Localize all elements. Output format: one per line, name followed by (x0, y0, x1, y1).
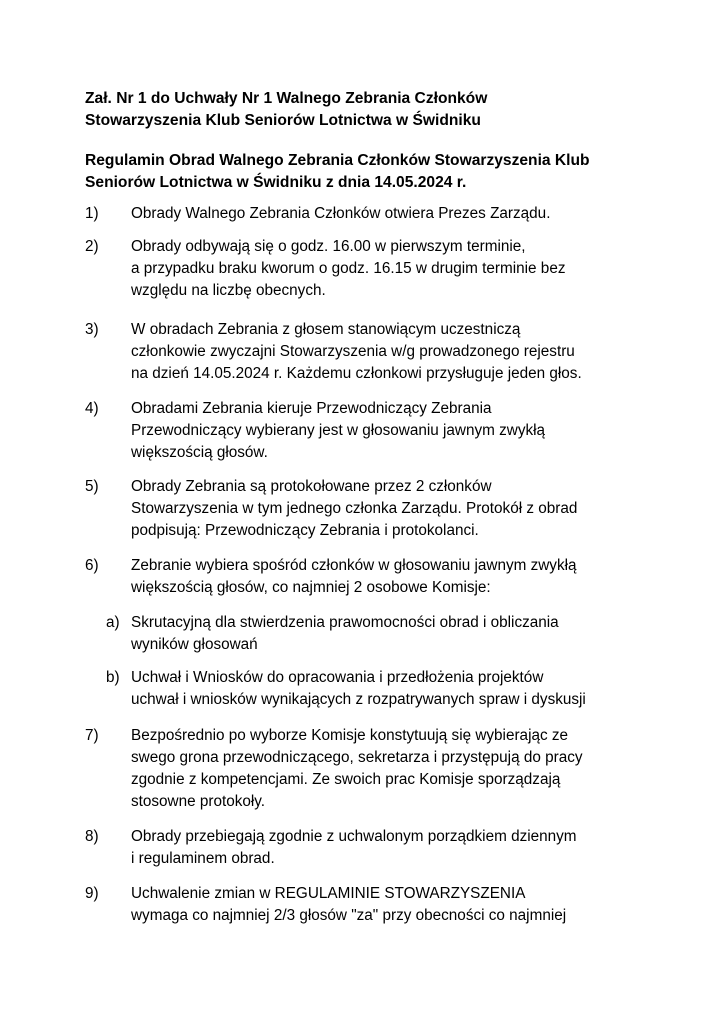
item-number: 1) (85, 205, 99, 222)
item-text: Uchwalenie zmian w REGULAMINIE STOWARZYSZENIA wymaga co najmniej 2/3 głosów "za" przy obecności co najmniej (131, 885, 567, 924)
item-text: Zebranie wybiera spośród członków w głosowaniu jawnym zwykłą większością głosów, co najmniej 2 osobowe Komisje: (131, 557, 577, 596)
item-number: 5) (85, 478, 99, 495)
item-number: 9) (85, 885, 99, 902)
item-text: Obradami Zebrania kieruje Przewodniczący Zebrania Przewodniczący wybierany jest w głosowaniu jawnym zwykłą większością głosów. (131, 400, 546, 461)
sub-item-letter: b) (106, 669, 120, 686)
item-text: Obrady Walnego Zebrania Członków otwiera Prezes Zarządu. (131, 205, 551, 222)
item-number: 2) (85, 238, 99, 255)
sub-item-text: Skrutacyjną dla stwierdzenia prawomocności obrad i obliczania wyników głosowań (131, 614, 559, 653)
sub-item-text: Uchwał i Wniosków do opracowania i przedłożenia projektów uchwał i wniosków wynikających z rozpatrywanych spraw i dyskusji (131, 669, 586, 708)
item-text: Obrady przebiegają zgodnie z uchwalonym porządkiem dziennym i regulaminem obrad. (131, 828, 577, 867)
item-text: Obrady Zebrania są protokołowane przez 2 członków Stowarzyszenia w tym jednego członka Zarządu. Protokół z obrad podpisują: Przewodniczący Zebrania i protokolanci. (131, 478, 578, 539)
item-number: 8) (85, 828, 99, 845)
item-text: Bezpośrednio po wyborze Komisje konstytuują się wybierając ze swego grona przewodniczącego, sekretarza i przystępują do pracy zgodnie z kompetencjami. Ze swoich prac Komisje sporządzają stosowne protokoły. (131, 727, 583, 810)
item-number: 3) (85, 321, 99, 338)
item-number: 6) (85, 557, 99, 574)
item-number: 4) (85, 400, 99, 417)
attachment-title: Zał. Nr 1 do Uchwały Nr 1 Walnego Zebrania Członków Stowarzyszenia Klub Seniorów Lotnictwa w Świdniku (85, 90, 488, 129)
item-text: Obrady odbywają się o godz. 16.00 w pierwszym terminie, a przypadku braku kworum o godz. 16.15 w drugim terminie bez względu na liczbę obecnych. (131, 238, 566, 299)
item-text: W obradach Zebrania z głosem stanowiącym uczestniczą członkowie zwyczajni Stowarzyszenia w/g prowadzonego rejestru na dzień 14.05.2024 r. Każdemu członkowi przysługuje jeden głos. (131, 321, 582, 382)
regulation-title: Regulamin Obrad Walnego Zebrania Członków Stowarzyszenia Klub Seniorów Lotnictwa w Świdniku z dnia 14.05.2024 r. (85, 152, 590, 191)
item-number: 7) (85, 727, 99, 744)
sub-item-letter: a) (106, 614, 120, 631)
